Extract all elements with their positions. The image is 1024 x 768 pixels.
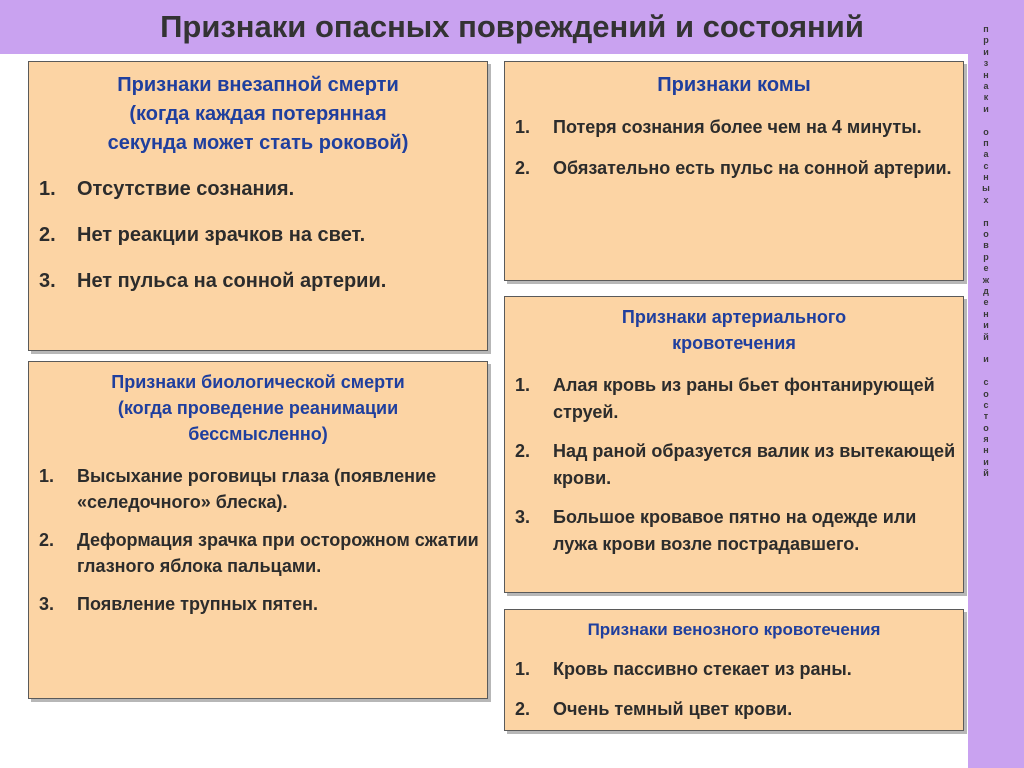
side-label-char: и: [983, 103, 989, 114]
side-label-char: я: [983, 434, 989, 445]
heading-line: (когда проведение реанимации: [117, 398, 399, 418]
side-label-char: а: [983, 80, 989, 91]
side-label-char: о: [983, 422, 989, 433]
sudden-death-box: [28, 61, 488, 351]
side-label-char: а: [983, 149, 989, 160]
item-text: Обязательно есть пульс на сонной артерии.: [553, 158, 952, 178]
side-label-char: й: [983, 331, 989, 342]
side-label-char: [985, 206, 988, 217]
side-label-char: о: [983, 229, 989, 240]
item-number: 1.: [515, 375, 531, 395]
biological-death-heading: [29, 362, 487, 447]
heading-line: (когда каждая потерянная: [129, 103, 387, 125]
side-label-char: [985, 366, 988, 377]
heading-line: Признаки венозного кровотечения: [587, 620, 881, 639]
side-label-char: с: [983, 399, 989, 410]
item-number: 2.: [39, 224, 56, 246]
side-label-char: и: [983, 354, 989, 365]
side-label-char: о: [983, 126, 989, 137]
arterial-bleeding-box: [504, 296, 964, 593]
side-label-char: н: [983, 69, 989, 80]
side-label-char: с: [983, 160, 989, 171]
list-item: [505, 155, 963, 182]
side-label-char: с: [983, 377, 989, 388]
list-item: [505, 696, 963, 722]
item-text: Высыхание роговицы глаза (появление «селедочного» блеска).: [77, 466, 437, 512]
item-text: Нет пульса на сонной артерии.: [77, 270, 387, 292]
heading-line: Признаки комы: [657, 74, 811, 96]
item-number: 3.: [515, 507, 531, 527]
side-label-char: р: [983, 251, 989, 262]
coma-heading: [505, 62, 963, 98]
item-number: 1.: [515, 117, 531, 137]
heading-line: Признаки артериального: [621, 307, 847, 327]
side-label-char: [985, 115, 988, 126]
side-label-char: р: [983, 35, 989, 46]
venous-bleeding-heading: [505, 610, 963, 642]
arterial-bleeding-list: [505, 372, 963, 558]
item-number: 3.: [39, 594, 55, 614]
item-number: 2.: [515, 699, 531, 719]
side-label-char: х: [983, 194, 989, 205]
list-item: [29, 222, 487, 248]
item-number: 1.: [515, 659, 531, 679]
list-item: [29, 527, 487, 579]
biological-death-list: [29, 463, 487, 617]
list-item: [505, 372, 963, 426]
heading-line: Признаки внезапной смерти: [117, 74, 399, 96]
side-label-char: ы: [982, 183, 990, 194]
heading-line: кровотечения: [672, 333, 796, 353]
item-text: Деформация зрачка при осторожном сжатии глазного яблока пальцами.: [77, 530, 479, 576]
item-number: 2.: [515, 441, 531, 461]
item-text: Появление трупных пятен.: [77, 594, 318, 614]
arterial-bleeding-heading: [505, 297, 963, 356]
side-label-char: н: [983, 172, 989, 183]
list-item: [29, 463, 487, 515]
heading-line: секунда может стать роковой): [107, 132, 409, 154]
list-item: [505, 438, 963, 492]
venous-bleeding-box: [504, 609, 964, 731]
side-label-char: и: [983, 456, 989, 467]
heading-line: Признаки биологической смерти: [111, 372, 405, 392]
side-label-char: н: [983, 445, 989, 456]
page-title: Признаки опасных повреждений и состояний: [160, 9, 864, 44]
item-text: Большое кровавое пятно на одежде или лужа крови возле пострадавшего.: [553, 507, 917, 554]
side-label-char: ж: [982, 274, 990, 285]
side-label-char: е: [983, 263, 989, 274]
item-text: Очень темный цвет крови.: [553, 699, 793, 719]
list-item: [505, 656, 963, 682]
item-text: Нет реакции зрачков на свет.: [77, 224, 366, 246]
item-text: Кровь пассивно стекает из раны.: [553, 659, 852, 679]
item-number: 2.: [515, 158, 531, 178]
item-text: Алая кровь из раны бьет фонтанирующей струей.: [553, 375, 935, 422]
side-label-char: о: [983, 388, 989, 399]
side-label-char: е: [983, 297, 989, 308]
side-label-char: [985, 343, 988, 354]
coma-box: [504, 61, 964, 281]
venous-bleeding-list: [505, 656, 963, 722]
side-label-char: й: [983, 468, 989, 479]
sudden-death-heading: [29, 62, 487, 158]
list-item: [505, 114, 963, 141]
side-label-char: к: [983, 92, 989, 103]
side-label-char: и: [983, 320, 989, 331]
heading-line: бессмысленно): [188, 424, 328, 444]
sudden-death-list: [29, 176, 487, 294]
side-label-char: н: [983, 308, 989, 319]
side-label-char: з: [983, 58, 989, 69]
item-text: Потеря сознания более чем на 4 минуты.: [553, 117, 922, 137]
side-label-char: д: [983, 285, 989, 296]
side-label-char: и: [983, 46, 989, 57]
side-vertical-label: [968, 24, 1004, 768]
item-number: 2.: [39, 530, 55, 550]
biological-death-box: [28, 361, 488, 699]
side-label-char: п: [983, 137, 989, 148]
item-number: 1.: [39, 178, 56, 200]
list-item: [29, 176, 487, 202]
side-label-char: п: [983, 24, 989, 34]
list-item: [29, 591, 487, 617]
item-text: Над раной образуется валик из вытекающей крови.: [553, 441, 956, 488]
item-number: 3.: [39, 270, 56, 292]
side-label-char: т: [983, 411, 989, 422]
coma-list: [505, 114, 963, 182]
list-item: [505, 504, 963, 558]
list-item: [29, 268, 487, 294]
item-number: 1.: [39, 466, 55, 486]
item-text: Отсутствие сознания.: [77, 178, 295, 200]
side-label-char: п: [983, 217, 989, 228]
side-label-char: в: [983, 240, 989, 251]
